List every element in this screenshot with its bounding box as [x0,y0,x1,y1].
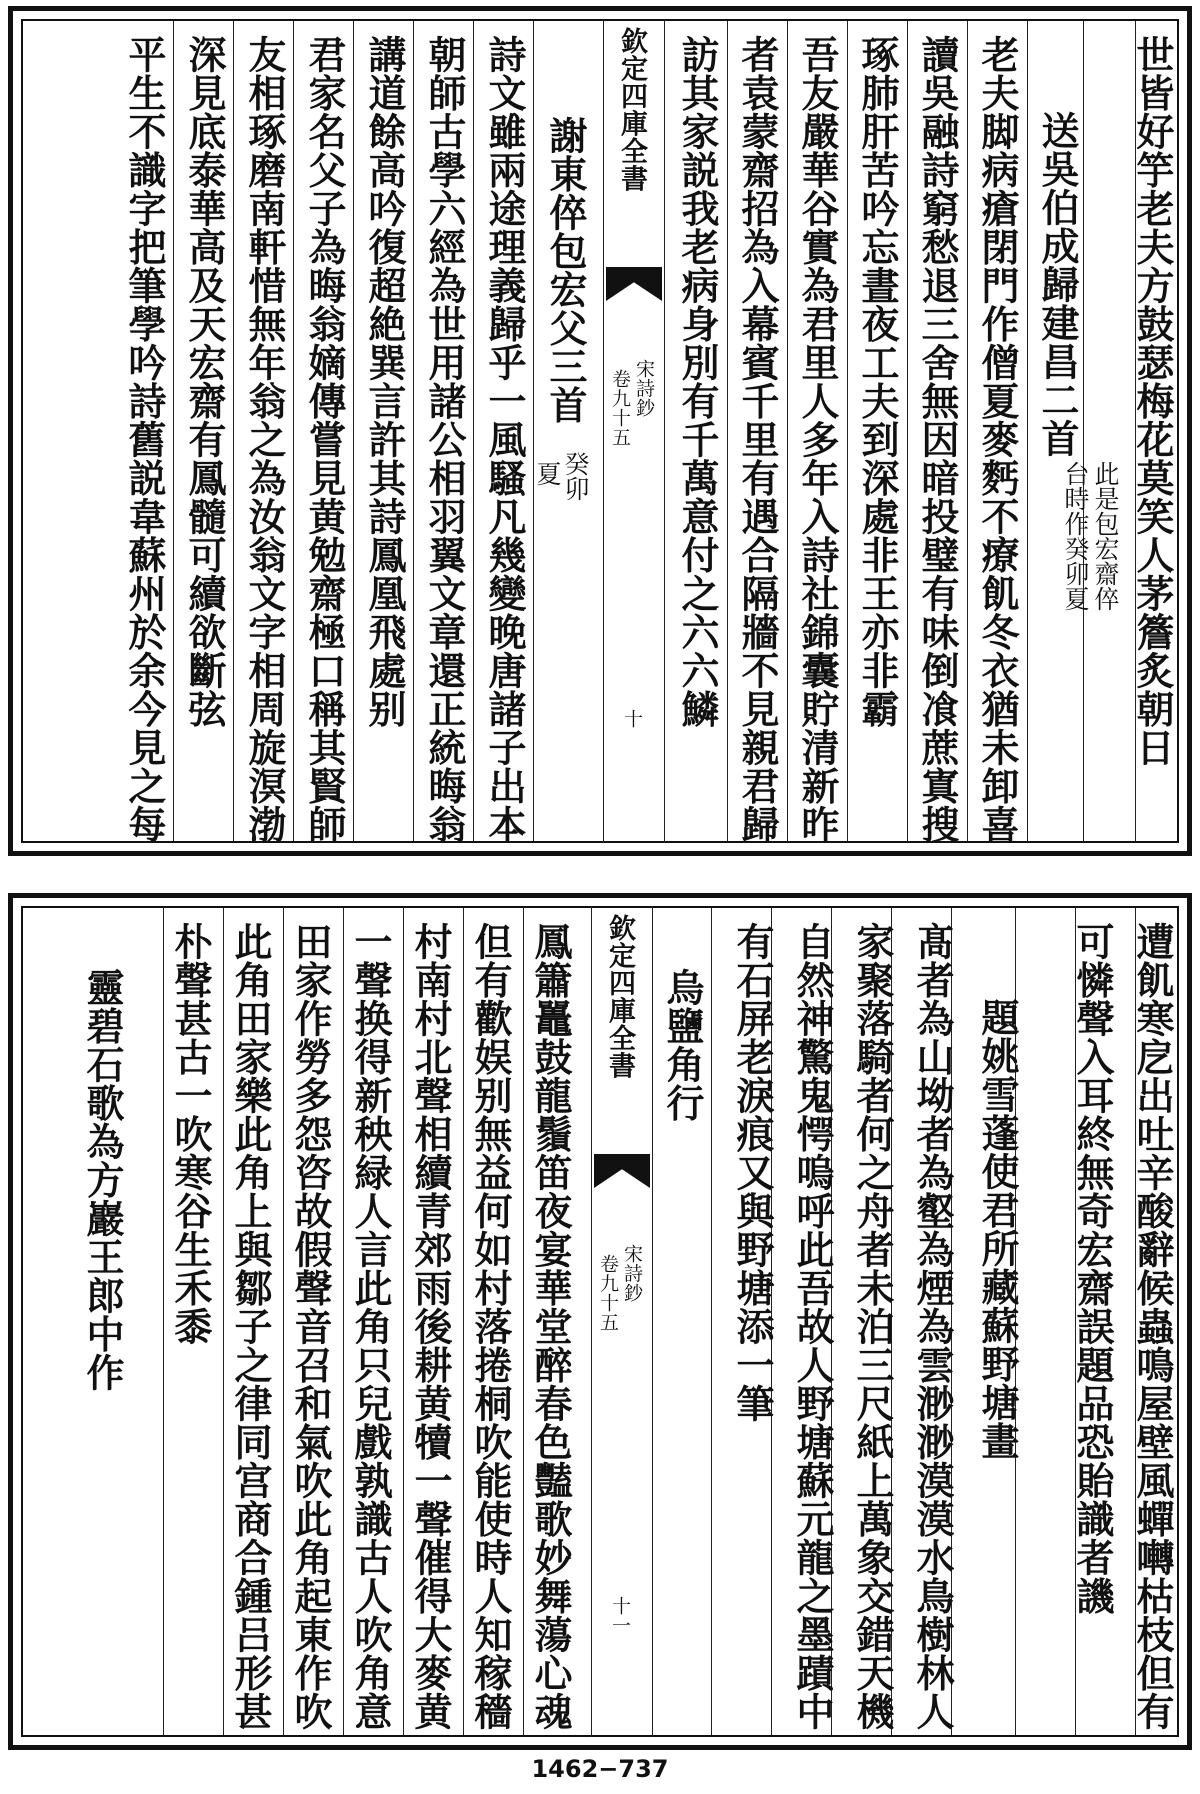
title-note: 此是包宏齋倅 [1091,461,1120,611]
fish-tail-mark [594,1154,650,1188]
book-title: 欽定四庫全書 [616,27,647,192]
text-column: 友相琢磨南軒惜無年翁之為汝翁文字相周旋溟渤 [242,35,287,844]
page-panel-upper [8,6,1192,856]
column-rule [1083,21,1084,841]
text-column: 讀吳融詩窮愁退三舍無因暗投璧有味倒飡蔗寘搜 [915,35,960,844]
text-column: 老夫脚病瘡閉門作僧夏麥麫不療飢冬衣猶未卸喜 [975,35,1020,844]
column-rule [1027,21,1028,841]
text-column: 家聚落騎者何之舟者未泊三尺紙上萬象交錯天機 [850,922,895,1731]
column-rule [533,21,534,841]
column-rule [163,908,164,1735]
fish-tail-mark [606,267,662,301]
column-rule [787,21,788,841]
volume-label: 卷九十五 [609,369,631,447]
text-column: 一聲换得新秧緑人言此角只兒戲孰識古人吹角意 [348,922,393,1731]
text-column: 深見底泰華高及天宏齋有鳳髓可續欲斷弦 [182,35,227,728]
column-rule [173,21,174,841]
text-column: 髙者為山坳者為壑為煙為雲渺渺漠漠水鳥樹林人 [910,922,955,1731]
column-rule [403,908,404,1735]
text-frame [21,19,1179,843]
poem-title: 謝東倅包宏父三首 [543,116,588,424]
text-column: 詩文雖兩途理義歸乎一風騷凡幾變晚唐諸子出本 [482,35,527,844]
column-rule [293,21,294,841]
text-column: 講道餘高吟復超絶巽言許其詩鳳凰飛處别 [362,35,407,728]
title-note: 癸卯 [561,451,590,501]
column-rule [413,21,414,841]
column-rule [223,908,224,1735]
column-rule [907,21,908,841]
column-rule [711,908,712,1735]
book-title: 欽定四庫全書 [604,914,635,1079]
column-rule [847,21,848,841]
column-rule [727,21,728,841]
volume-label: 卷九十五 [597,1254,619,1332]
page-number: 十一 [609,1596,631,1635]
text-column: 朴聲甚古一吹寒谷生禾黍 [168,922,213,1346]
text-column: 但有歡娱别無益何如村落捲桐吹能使時人知稼穡 [468,922,513,1731]
column-rule [967,21,968,841]
text-column: 村南村北聲相續青郊雨後耕黄犢一聲催得大麥黄 [408,922,453,1731]
text-column: 鳳簫鼉鼓龍鬚笛夜宴華堂醉春色豔歌妙舞蕩心魂 [528,922,573,1731]
text-frame [21,906,1179,1737]
collection-title: 宋詩鈔 [633,359,655,418]
text-column: 琢肺肝苦吟忘晝夜工夫到深處非王亦非霸 [855,35,900,728]
column-rule [233,21,234,841]
center-fold-banner [591,906,653,1737]
column-rule [343,908,344,1735]
column-rule [353,21,354,841]
column-rule [523,908,524,1735]
text-column: 有石屏老淚痕又與野塘添一筆 [730,922,775,1423]
text-column: 者袁蒙齋招為入幕賓千里有遇合隔牆不見親君歸 [735,35,780,844]
text-column: 田家作勞多怨咨故假聲音召和氣吹此角起東作吹 [288,922,333,1731]
title-note: 台時作癸卯夏 [1061,461,1090,611]
poem-title: 烏鹽角行 [660,968,705,1122]
center-fold-banner [603,19,665,843]
poem-title: 題姚雪蓬使君所藏蘇野塘畫 [975,998,1020,1460]
page-footer-number: 1462−737 [531,1755,669,1783]
text-column: 平生不識字把筆學吟詩舊説韋蘇州於余今見之每 [122,35,167,844]
text-column: 遭飢寒戹出吐辛酸辭候蟲鳴屋壁風蟬囀枯枝但有 [1130,922,1175,1731]
text-column: 君家名父子為晦翁嫡傳嘗見黄勉齋極口稱其賢師 [302,35,347,844]
text-column: 訪其家説我老病身別有千萬意付之六六鱗 [675,35,720,728]
column-rule [473,21,474,841]
text-column: 可憐聲入耳終無奇宏齋誤題品恐貽識者譏 [1070,922,1115,1615]
page-panel-lower [8,893,1192,1750]
column-rule [283,908,284,1735]
poem-title: 靈碧石歌為方巖王郎中作 [80,968,125,1392]
text-column: 朝師古學六經為世用諸公相羽翼文章還正統晦翁 [422,35,467,844]
title-note: 夏 [533,461,562,486]
poem-title: 送吳伯成歸建昌二首 [1035,111,1080,458]
text-column: 自然神驚鬼愕嗚呼此吾故人野塘蘇元龍之墨蹟中 [790,922,835,1731]
text-column: 吾友嚴華谷實為君里人多年入詩社錦囊貯清新昨 [795,35,840,844]
column-rule [463,908,464,1735]
collection-title: 宋詩鈔 [621,1244,643,1303]
text-column: 此角田家樂此角上與鄒子之律同宫商合鍾吕形甚 [228,922,273,1731]
text-column: 世皆好竽老夫方鼓瑟梅花莫笑人茅簷炙朝日 [1130,35,1175,767]
page-number: 十 [621,709,643,729]
